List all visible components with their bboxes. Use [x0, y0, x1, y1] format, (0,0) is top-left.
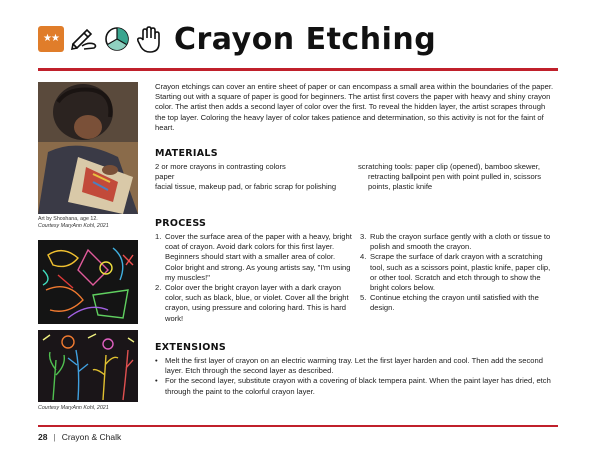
process-step	[155, 283, 353, 324]
page-footer	[38, 432, 121, 442]
material-item: scratching tools: paper clip (opened), bamboo skewer, retracting ballpoint pen with point pulled in, scissors points, plastic knife	[358, 162, 542, 192]
pencil-hand-icon	[70, 26, 96, 52]
bullet-icon: •	[155, 356, 158, 365]
process-step	[360, 232, 558, 252]
page-title: Crayon Etching	[174, 22, 437, 57]
extension-item	[155, 356, 557, 376]
material-item: paper	[155, 172, 175, 182]
material-item: facial tissue, makeup pad, or fabric scrap for polishing	[155, 182, 337, 192]
photo3-credit: Courtesy MaryAnn Kohl, 2021	[38, 405, 109, 411]
book-title: Crayon & Chalk	[61, 432, 122, 442]
stop-hand-icon	[136, 26, 162, 52]
extension-item	[155, 376, 557, 396]
page-header	[38, 22, 558, 70]
materials-list-left	[155, 162, 355, 193]
footer-separator: |	[53, 432, 56, 442]
step-number: 3.	[360, 232, 367, 241]
process-step	[155, 232, 353, 283]
photo-child-drawing	[38, 82, 138, 214]
extension-text: For the second layer, substitute crayon with a covering of black tempera paint. When the paint layer has dried, etch through the paint to the colorful crayon layer.	[165, 376, 551, 396]
photo1-caption: Art by Shoshana, age 12.	[38, 216, 98, 222]
step-text: Continue etching the crayon until satisfied with the design.	[370, 293, 539, 313]
extensions-heading: EXTENSIONS	[155, 342, 226, 353]
material-item: 2 or more crayons in contrasting colors	[155, 162, 286, 171]
stars-difficulty-icon: ★★	[38, 26, 64, 52]
step-text: Scrape the surface of dark crayon with a scratching tool, such as a scissors point, plastic knife, paper clip, or other tool. Scratch and etch through to show the bright colors below.	[370, 252, 551, 293]
step-text: Color over the bright crayon layer with a dark crayon color, such as black, blue, or violet. Cover all the bright crayon, using pressure and coloring hard. This is hard work!	[165, 283, 349, 323]
process-heading: PROCESS	[155, 218, 207, 229]
step-number: 1.	[155, 232, 162, 241]
title-divider	[38, 68, 558, 71]
materials-heading: MATERIALS	[155, 148, 218, 159]
progress-circle-icon	[104, 26, 130, 52]
process-steps-left	[155, 232, 353, 324]
extension-text: Melt the first layer of crayon on an electric warming tray. Let the first layer harden and cool. Then add the second layer. Etch through the second layer as described.	[165, 356, 543, 376]
footer-divider	[38, 425, 558, 427]
step-text: Rub the crayon surface gently with a cloth or tissue to polish and smooth the crayon.	[370, 232, 551, 252]
step-number: 5.	[360, 293, 367, 303]
step-number: 2.	[155, 283, 162, 293]
extensions-list	[155, 356, 557, 397]
page-number: 28	[38, 432, 48, 442]
process-step	[360, 293, 558, 313]
photo3-caption-block	[38, 405, 109, 412]
photo1-credit: Courtesy MaryAnn Kohl, 2021	[38, 223, 109, 229]
photo-rainbow-etching	[38, 240, 138, 324]
bullet-icon: •	[155, 376, 158, 386]
photo-plant-etching	[38, 330, 138, 402]
photo1-caption-block	[38, 216, 109, 230]
intro-paragraph: Crayon etchings can cover an entire sheet of paper or can encompass a small area within the boundaries of the paper. Starting out with a square of paper is good for beginners. The artist first covers the paper with heavy and shiny crayon color. The artist then adds a second layer of color over the first. To reveal the hidden layer, the artist scrapes through the top layer. Coloring the heavy layer of color takes patience and determination, so this activity is not for the faint of heart.	[155, 82, 554, 132]
process-step	[360, 252, 558, 293]
materials-list-right	[358, 162, 558, 193]
process-steps-right	[360, 232, 558, 314]
step-text: Cover the surface area of the paper with a heavy, bright coat of crayon. Avoid dark colors for this first layer. Beginners should start with a smaller area of color. Color bright and strong. As young artists say, "I'm using my muscles!"	[165, 232, 352, 282]
step-number: 4.	[360, 252, 367, 262]
